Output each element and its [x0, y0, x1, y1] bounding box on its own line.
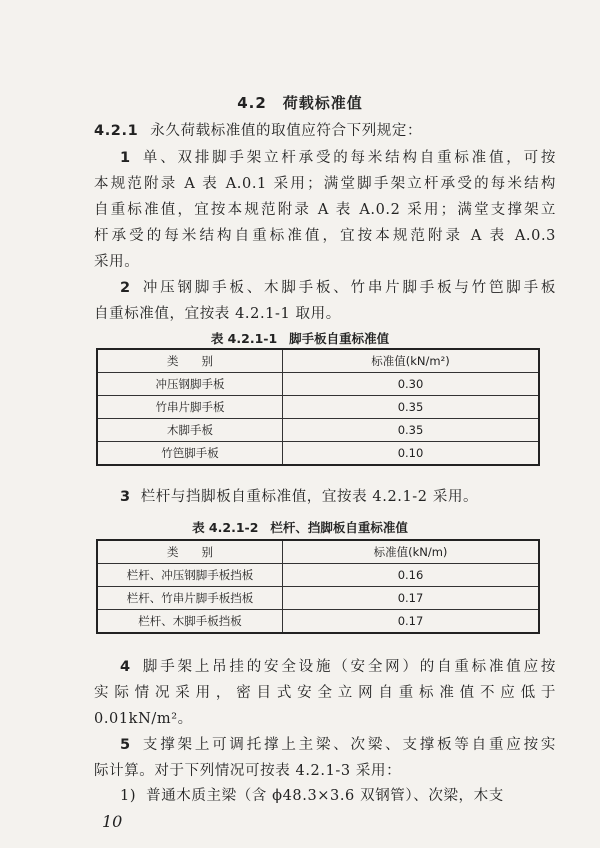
table-header-cell: 类 别 — [97, 349, 283, 373]
table-header-row — [97, 349, 539, 373]
table-row — [97, 610, 539, 634]
item-5-number: 5 — [120, 737, 131, 753]
item-1-line-3: 自重标准值，宜按本规范附录 A 表 A.0.2 采用；满堂支撑架立 — [94, 202, 556, 218]
item-1-line-4: 杆承受的每米结构自重标准值，宜按本规范附录 A 表 A.0.3 — [94, 228, 556, 244]
item-1-line-1 — [120, 148, 556, 168]
sub-item-1-line — [120, 786, 590, 806]
table-row — [97, 442, 539, 466]
sub-item-1-text: 普通木质主梁（含 ϕ48.3×3.6 双钢管）、次梁，木支 — [146, 788, 504, 804]
table-cell: 竹笆脚手板 — [97, 442, 283, 466]
table-cell: 0.35 — [283, 419, 540, 442]
table-cell: 木脚手板 — [97, 419, 283, 442]
clause-number: 4.2.1 — [94, 123, 139, 139]
sub-item-1-number: 1) — [120, 788, 137, 804]
table-cell: 0.17 — [283, 610, 540, 634]
table-row — [97, 396, 539, 419]
table-1-caption — [0, 329, 600, 347]
section-heading: 荷载标准值 — [282, 94, 363, 112]
table-cell: 栏杆、竹串片脚手板挡板 — [97, 587, 283, 610]
item-4-number: 4 — [120, 659, 131, 675]
table-header-cell: 标准值(kN/m²) — [283, 349, 540, 373]
table-cell: 栏杆、木脚手板挡板 — [97, 610, 283, 634]
table-cell: 竹串片脚手板 — [97, 396, 283, 419]
table-cell: 栏杆、冲压钢脚手板挡板 — [97, 564, 283, 587]
item-1-number: 1 — [120, 150, 131, 166]
table-2-caption — [0, 518, 600, 536]
table-cell: 冲压钢脚手板 — [97, 373, 283, 396]
table-1 — [96, 348, 540, 466]
item-5-line-2: 际计算。对于下列情况可按表 4.2.1-3 采用： — [94, 763, 402, 779]
item-2-line-2: 自重标准值，宜按表 4.2.1-1 取用。 — [94, 306, 341, 322]
item-3-line — [120, 487, 590, 507]
table-2 — [96, 539, 540, 634]
item-2-line-1 — [120, 278, 556, 298]
table-row — [97, 587, 539, 610]
table-row — [97, 373, 539, 396]
item-1-text: 单、双排脚手架立杆承受的每米结构自重标准值，可按 — [140, 150, 556, 166]
item-1-line-5: 采用。 — [94, 254, 140, 270]
table-cell: 0.17 — [283, 587, 540, 610]
item-4-text: 脚手架上吊挂的安全设施（安全网）的自重标准值应按 — [140, 659, 556, 675]
section-title — [0, 92, 600, 113]
table-1-caption-number: 表 4.2.1-1 — [210, 331, 278, 346]
table-header-cell: 标准值(kN/m) — [283, 540, 540, 564]
table-cell: 0.10 — [283, 442, 540, 466]
item-1-line-2: 本规范附录 A 表 A.0.1 采用；满堂脚手架立杆承受的每米结构 — [94, 176, 556, 192]
item-4-line-3: 0.01kN/m²。 — [94, 711, 193, 727]
page-number: 10 — [102, 812, 123, 831]
table-2-caption-title: 栏杆、挡脚板自重标准值 — [270, 520, 408, 535]
table-cell: 0.30 — [283, 373, 540, 396]
table-cell: 0.16 — [283, 564, 540, 587]
item-4-line-2: 实际情况采用，密目式安全立网自重标准值不应低于 — [94, 685, 556, 701]
table-cell: 0.35 — [283, 396, 540, 419]
table-header-cell: 类 别 — [97, 540, 283, 564]
item-2-number: 2 — [120, 280, 131, 296]
item-4-line-1 — [120, 657, 556, 677]
clause-intro — [94, 121, 564, 141]
section-number: 4.2 — [237, 94, 267, 112]
clause-intro-text: 永久荷载标准值的取值应符合下列规定： — [150, 123, 423, 139]
item-5-text: 支撑架上可调托撑上主梁、次梁、支撑板等自重应按实 — [140, 737, 556, 753]
table-2-caption-number: 表 4.2.1-2 — [192, 520, 259, 535]
item-2-text: 冲压钢脚手板、木脚手板、竹串片脚手板与竹笆脚手板 — [140, 280, 556, 296]
item-3-number: 3 — [120, 489, 131, 505]
item-5-line-1 — [120, 735, 556, 755]
table-row — [97, 419, 539, 442]
item-3-text: 栏杆与挡脚板自重标准值，宜按表 4.2.1-2 采用。 — [140, 489, 479, 505]
table-1-caption-title: 脚手板自重标准值 — [289, 331, 390, 346]
table-header-row — [97, 540, 539, 564]
table-row — [97, 564, 539, 587]
